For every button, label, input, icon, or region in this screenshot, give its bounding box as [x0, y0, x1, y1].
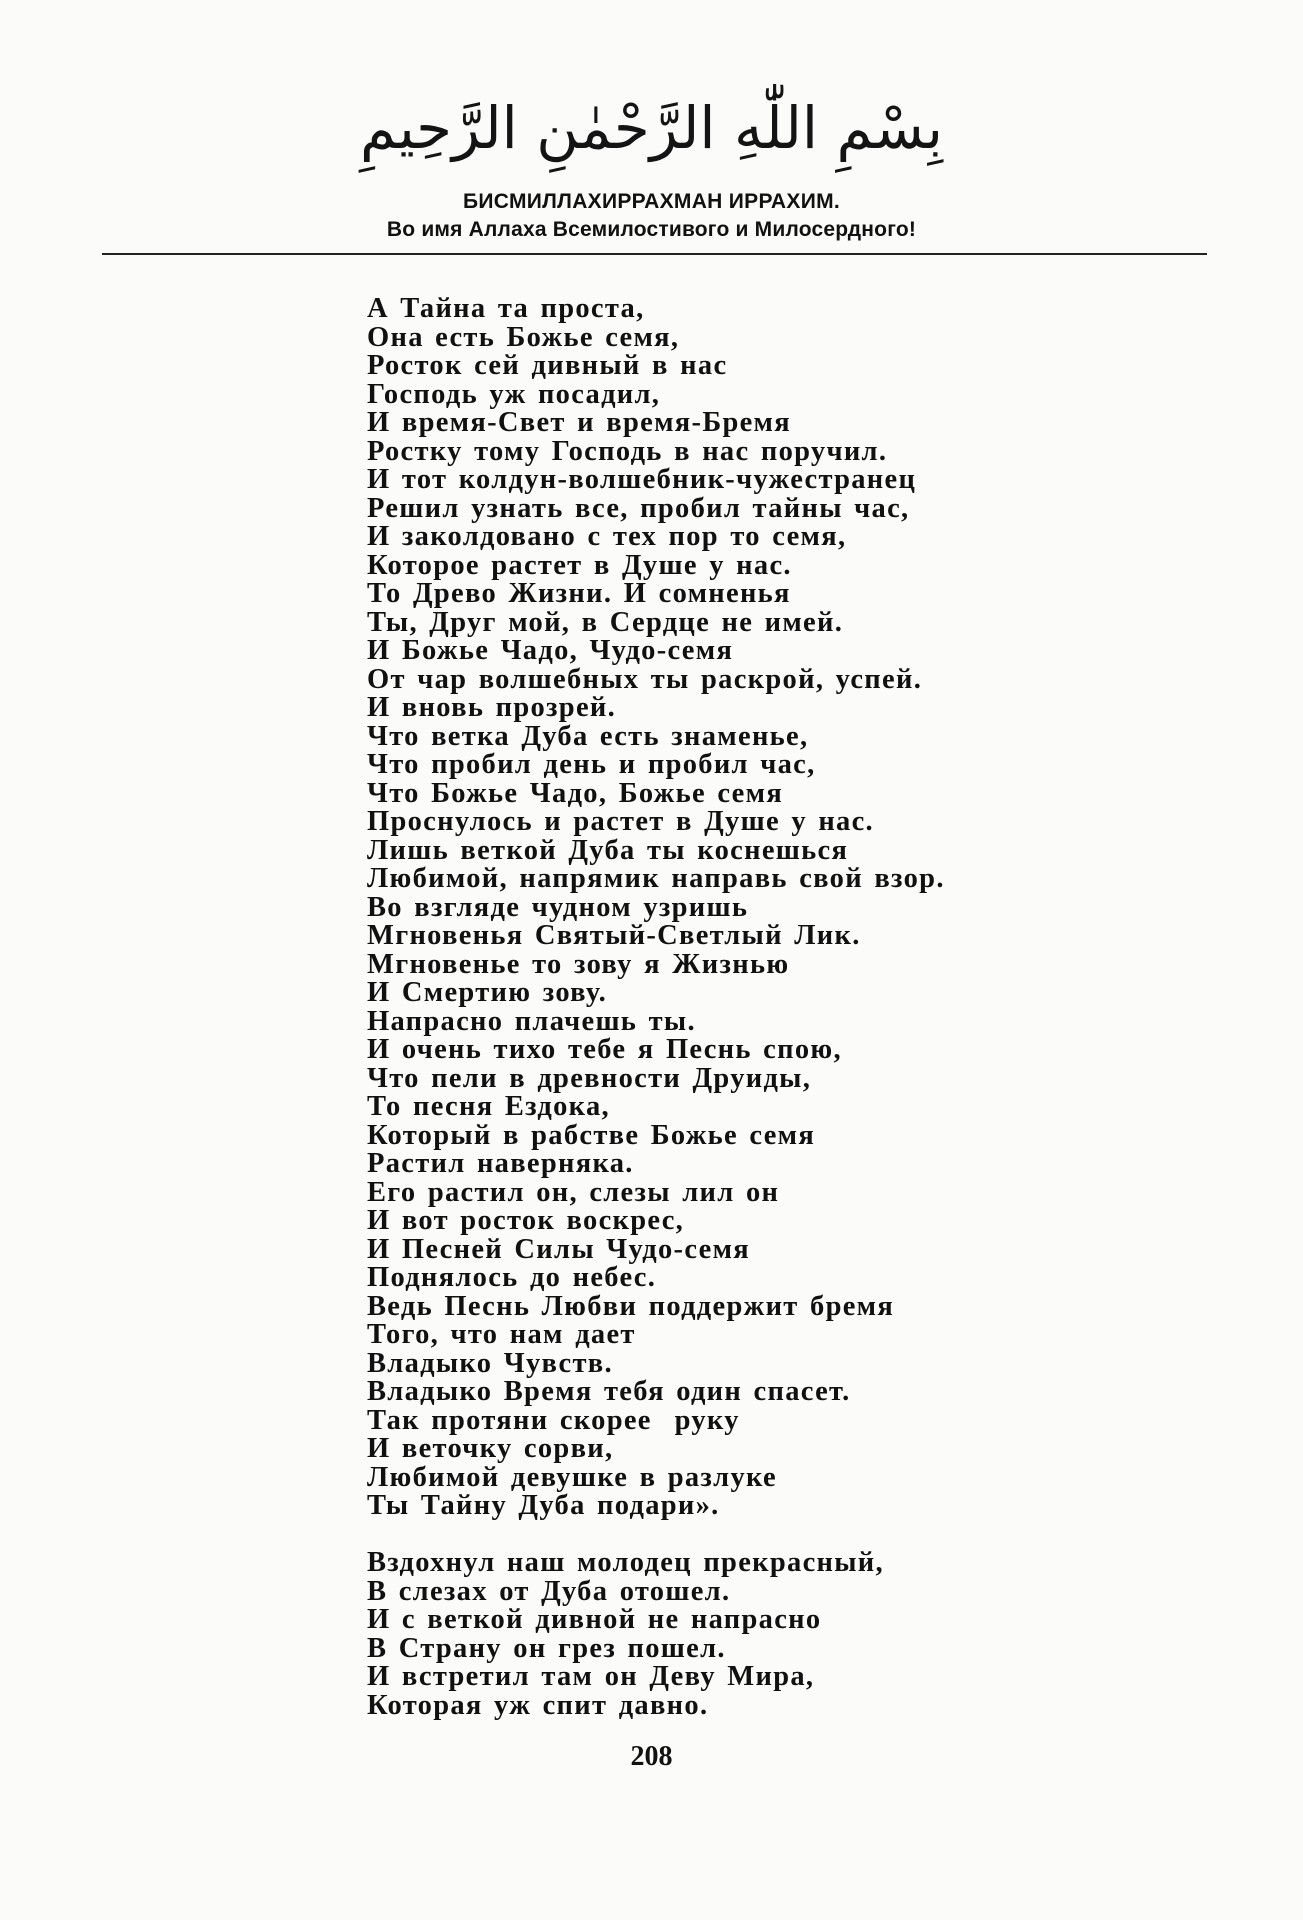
poem-line: Что ветка Дуба есть знаменье,	[367, 720, 809, 752]
poem-line: И очень тихо тебе я Песнь спою,	[367, 1034, 842, 1065]
poem-line: Что пробил день и пробил час,	[367, 749, 816, 780]
poem-line: А Тайна та проста,	[367, 293, 645, 324]
poem-line: И вот росток воскрес,	[367, 1205, 685, 1236]
poem-line: Господь уж посадил,	[367, 378, 661, 410]
poem-text	[367, 295, 945, 1720]
page-number: 208	[630, 1741, 673, 1772]
poem-line: И веточку сорви,	[367, 1433, 614, 1464]
poem-line: Так протяни скорее руку	[367, 1404, 740, 1436]
poem-line: И встретил там он Деву Мира,	[367, 1661, 815, 1692]
poem-line: Того, что нам дает	[367, 1319, 636, 1350]
poem-line: И время-Свет и время-Бремя	[367, 407, 791, 438]
header-subtitle: Во имя Аллаха Всемилостивого и Милосердного!	[386, 218, 917, 241]
poem-line: Которое растет в Душе у нас.	[367, 549, 792, 581]
poem-line: Ростку тому Господь в нас поручил.	[367, 435, 888, 467]
poem-line: В слезах от Дуба отошел.	[367, 1575, 731, 1607]
poem-line: И вновь прозрей.	[367, 692, 617, 723]
poem-line: И тот колдун-волшебник-чужестранец	[367, 464, 917, 495]
poem-line: Проснулось и растет в Душе у нас.	[367, 806, 874, 837]
poem-line: И с веткой дивной не напрасно	[367, 1604, 822, 1635]
poem-line: Во взгляде чудном узришь	[367, 891, 749, 923]
poem-line: Любимой, напрямик направь свой взор.	[367, 863, 945, 894]
poem-line: Его растил он, слезы лил он	[367, 1176, 780, 1208]
poem-line: То песня Ездока,	[367, 1091, 610, 1122]
poem-line: То Древо Жизни. И сомненья	[367, 578, 791, 609]
poem-line: И Божье Чадо, Чудо-семя	[367, 635, 734, 666]
poem-line: Ты Тайну Дуба подари».	[367, 1490, 720, 1521]
poem-line: Что пели в древности Друиды,	[367, 1062, 812, 1094]
poem-line: Поднялось до небес.	[367, 1262, 657, 1293]
poem-line: И заколдовано с тех пор то семя,	[367, 521, 847, 552]
poem-line: В Страну он грез пошел.	[367, 1632, 726, 1664]
poem-line: Ты, Друг мой, в Сердце не имей.	[367, 606, 844, 638]
header-divider	[102, 253, 1207, 255]
poem-line: От чар волшебных ты раскрой, успей.	[367, 663, 923, 695]
poem-line: Она есть Божье семя,	[367, 321, 680, 353]
poem-line: Решил узнать все, пробил тайны час,	[367, 492, 910, 524]
poem-line: Напрасно плачешь ты.	[367, 1005, 696, 1037]
poem-line: Мгновенья Святый-Светлый Лик.	[367, 920, 861, 951]
poem-line: Растил наверняка.	[367, 1148, 634, 1179]
poem-line: И Песней Силы Чудо-семя	[367, 1233, 751, 1265]
page-header	[0, 88, 1303, 244]
poem-line: Что Божье Чадо, Божье семя	[367, 777, 784, 809]
poem-line: И Смертию зову.	[367, 977, 608, 1008]
header-title: БИСМИЛЛАХИРРАХМАН ИРРАХИМ.	[462, 190, 841, 213]
poem-line: Которая уж спит давно.	[367, 1689, 709, 1721]
poem-line: Вздохнул наш молодец прекрасный,	[367, 1547, 884, 1578]
poem-line: Росток сей дивный в нас	[367, 350, 728, 381]
poem-line: Лишь веткой Дуба ты коснешься	[367, 834, 849, 866]
poem-line: Мгновенье то зову я Жизнью	[367, 948, 790, 980]
stanza-break	[367, 1521, 945, 1550]
poem-line: Владыко Время тебя один спасет.	[367, 1376, 851, 1407]
poem-line: Владыко Чувств.	[367, 1347, 613, 1379]
poem-line: Любимой девушке в разлуке	[367, 1461, 777, 1493]
basmala-calligraphy: بِسْمِ اللّٰهِ الرَّحْمٰنِ الرَّحِيمِ	[360, 94, 943, 162]
poem-line: Который в рабстве Божье семя	[367, 1119, 816, 1151]
poem-line: Ведь Песнь Любви поддержит бремя	[367, 1290, 895, 1322]
